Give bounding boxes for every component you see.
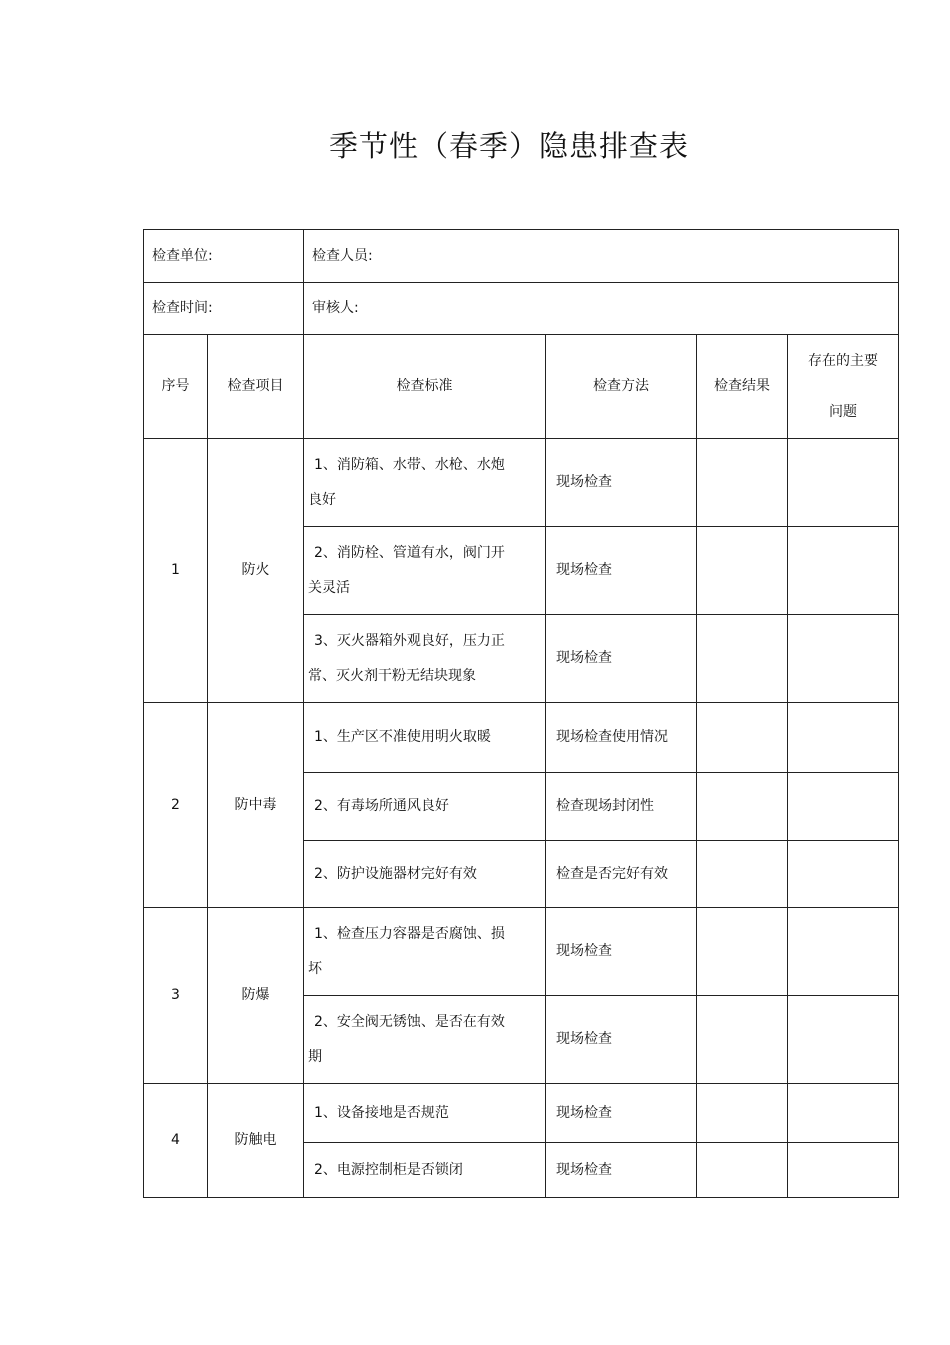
table-row <box>144 439 899 527</box>
standard-cell <box>304 527 546 615</box>
header-no: 序号 <box>144 335 208 439</box>
table-row <box>144 1084 899 1143</box>
unit-label: 检查单位: <box>152 247 213 264</box>
page-title: 季节性（春季）隐患排查表 <box>328 129 689 163</box>
group-no: 1 <box>144 439 208 703</box>
method-cell: 现场检查 <box>546 908 697 996</box>
header-standard: 检查标准 <box>304 335 546 439</box>
table-row <box>144 908 899 996</box>
time-field[interactable] <box>144 283 304 335</box>
reviewer-field[interactable] <box>304 283 899 335</box>
standard-cell <box>304 773 546 841</box>
problem-cell[interactable] <box>788 996 899 1084</box>
header-result: 检查结果 <box>697 335 788 439</box>
result-cell[interactable] <box>697 1084 788 1143</box>
unit-field[interactable] <box>144 230 304 283</box>
header-item: 检查项目 <box>208 335 304 439</box>
result-cell[interactable] <box>697 1143 788 1198</box>
method-cell: 现场检查 <box>546 1143 697 1198</box>
result-cell[interactable] <box>697 615 788 703</box>
standard-cell <box>304 996 546 1084</box>
problem-cell[interactable] <box>788 1143 899 1198</box>
problem-cell[interactable] <box>788 841 899 908</box>
time-label: 检查时间: <box>152 300 213 317</box>
standard-cell <box>304 1143 546 1198</box>
result-cell[interactable] <box>697 996 788 1084</box>
group-item: 防中毒 <box>208 703 304 908</box>
method-cell: 检查是否完好有效 <box>546 841 697 908</box>
result-cell[interactable] <box>697 773 788 841</box>
standard-line: 2、有毒场所通风良好 <box>314 798 449 814</box>
standard-cell <box>304 841 546 908</box>
group-item: 防爆 <box>208 908 304 1084</box>
problem-cell[interactable] <box>788 1084 899 1143</box>
method-cell: 现场检查 <box>546 615 697 703</box>
group-item: 防火 <box>208 439 304 703</box>
standard-cell <box>304 439 546 527</box>
result-cell[interactable] <box>697 908 788 996</box>
method-cell: 现场检查 <box>546 1084 697 1143</box>
standard-line: 2、消防栓、管道有水，阀门开 <box>314 544 505 561</box>
standard-cell <box>304 908 546 996</box>
method-cell: 现场检查 <box>546 996 697 1084</box>
problem-cell[interactable] <box>788 908 899 996</box>
problem-cell[interactable] <box>788 439 899 527</box>
standard-cell <box>304 615 546 703</box>
standard-line: 2、电源控制柜是否锁闭 <box>314 1161 463 1178</box>
person-field[interactable] <box>304 230 899 283</box>
problem-cell[interactable] <box>788 773 899 841</box>
standard-line: 1、消防箱、水带、水枪、水炮 <box>314 456 505 473</box>
problem-cell[interactable] <box>788 703 899 773</box>
standard-line: 常、灭火剂干粉无结块现象 <box>308 667 476 684</box>
header-problem <box>788 335 899 439</box>
inspection-table <box>143 229 899 1198</box>
standard-line: 3、灭火器箱外观良好，压力正 <box>314 632 505 649</box>
standard-line: 2、安全阀无锈蚀、是否在有效 <box>314 1013 505 1030</box>
standard-line: 1、检查压力容器是否腐蚀、损 <box>314 925 505 942</box>
table-row <box>144 703 899 773</box>
standard-cell <box>304 703 546 773</box>
header-row <box>144 335 899 439</box>
method-cell: 现场检查使用情况 <box>546 703 697 773</box>
reviewer-label: 审核人: <box>312 300 359 317</box>
standard-line: 良好 <box>308 491 336 508</box>
standard-line: 1、设备接地是否规范 <box>314 1104 449 1121</box>
standard-line: 关灵活 <box>308 579 350 596</box>
person-label: 检查人员: <box>312 247 373 264</box>
info-row-1 <box>144 230 899 283</box>
header-problem-line2: 问题 <box>829 403 858 420</box>
group-item: 防触电 <box>208 1084 304 1198</box>
info-row-2 <box>144 283 899 335</box>
standard-line: 1、生产区不准使用明火取暖 <box>314 729 491 745</box>
method-cell: 检查现场封闭性 <box>546 773 697 841</box>
result-cell[interactable] <box>697 703 788 773</box>
result-cell[interactable] <box>697 439 788 527</box>
standard-cell <box>304 1084 546 1143</box>
method-cell: 现场检查 <box>546 439 697 527</box>
group-no: 3 <box>144 908 208 1084</box>
problem-cell[interactable] <box>788 527 899 615</box>
standard-line: 2、防护设施器材完好有效 <box>314 865 477 882</box>
problem-cell[interactable] <box>788 615 899 703</box>
result-cell[interactable] <box>697 527 788 615</box>
standard-line: 期 <box>308 1048 322 1065</box>
group-no: 4 <box>144 1084 208 1198</box>
header-method: 检查方法 <box>546 335 697 439</box>
header-problem-line1: 存在的主要 <box>808 352 879 369</box>
result-cell[interactable] <box>697 841 788 908</box>
group-no: 2 <box>144 703 208 908</box>
standard-line: 坏 <box>308 960 322 977</box>
method-cell: 现场检查 <box>546 527 697 615</box>
